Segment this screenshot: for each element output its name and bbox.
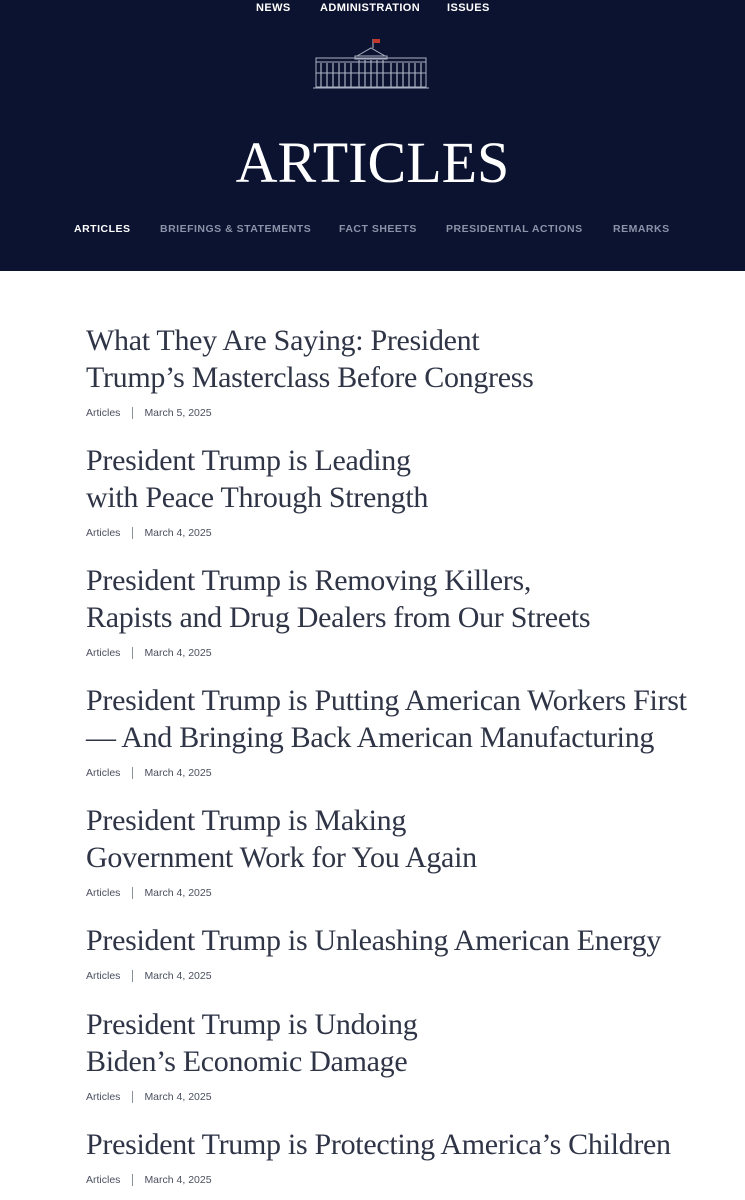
article-title-link[interactable] xyxy=(86,322,706,396)
article-date: March 4, 2025 xyxy=(144,1091,212,1103)
tab-articles[interactable]: ARTICLES xyxy=(74,223,131,235)
meta-divider xyxy=(132,1091,133,1103)
article-title-line[interactable]: Rapists and Drug Dealers from Our Streets xyxy=(86,601,591,634)
article-date: March 4, 2025 xyxy=(144,527,212,539)
article-title-line[interactable]: President Trump is Making xyxy=(86,804,407,837)
article-title-line[interactable]: Government Work for You Again xyxy=(86,841,477,874)
article-meta xyxy=(86,526,706,540)
tab-fact-sheets[interactable]: FACT SHEETS xyxy=(339,223,417,235)
tab-presidential-actions[interactable]: PRESIDENTIAL ACTIONS xyxy=(446,223,583,235)
article-title-link[interactable] xyxy=(86,1006,706,1080)
article-title-line[interactable]: President Trump is Protecting America’s Children xyxy=(86,1128,671,1161)
article-title-line[interactable]: President Trump is Leading xyxy=(86,444,411,477)
meta-divider xyxy=(132,647,133,659)
article-title-line[interactable]: — And Bringing Back American Manufacturing xyxy=(86,721,655,754)
article-item xyxy=(86,562,706,660)
meta-divider xyxy=(132,970,133,982)
article-title-line[interactable]: President Trump is Undoing xyxy=(86,1008,418,1041)
meta-divider xyxy=(132,887,133,899)
article-meta xyxy=(86,886,706,900)
article-title-line[interactable]: President Trump is Putting American Workers First xyxy=(86,684,687,717)
article-item xyxy=(86,922,706,983)
article-date: March 4, 2025 xyxy=(144,970,212,982)
article-meta xyxy=(86,406,706,420)
article-title-line[interactable]: with Peace Through Strength xyxy=(86,481,429,514)
article-title-link[interactable] xyxy=(86,562,706,636)
page-title: ARTICLES xyxy=(235,130,510,195)
meta-divider xyxy=(132,1174,133,1186)
article-meta xyxy=(86,1173,706,1187)
article-title-link[interactable] xyxy=(86,1126,706,1163)
article-meta xyxy=(86,1090,706,1104)
article-meta xyxy=(86,969,706,983)
nav-issues-link[interactable]: ISSUES xyxy=(447,2,490,14)
article-title-link[interactable] xyxy=(86,922,706,959)
article-date: March 5, 2025 xyxy=(144,407,212,419)
article-title-line[interactable]: What They Are Saying: President xyxy=(86,324,480,357)
tab-remarks[interactable]: REMARKS xyxy=(613,223,670,235)
article-category[interactable]: Articles xyxy=(86,527,121,539)
article-category[interactable]: Articles xyxy=(86,767,121,779)
site-header xyxy=(0,0,745,271)
article-category[interactable]: Articles xyxy=(86,970,121,982)
article-title-link[interactable] xyxy=(86,442,706,516)
article-item xyxy=(86,802,706,900)
article-category[interactable]: Articles xyxy=(86,1174,121,1186)
top-nav xyxy=(0,2,745,18)
section-tabs xyxy=(0,223,745,239)
article-category[interactable]: Articles xyxy=(86,1091,121,1103)
tab-briefings-statements[interactable]: BRIEFINGS & STATEMENTS xyxy=(160,223,312,235)
article-item xyxy=(86,322,706,420)
meta-divider xyxy=(132,407,133,419)
article-meta xyxy=(86,766,706,780)
article-item xyxy=(86,1006,706,1104)
article-category[interactable]: Articles xyxy=(86,647,121,659)
white-house-logo-icon[interactable] xyxy=(313,36,429,92)
meta-divider xyxy=(132,527,133,539)
article-category[interactable]: Articles xyxy=(86,407,121,419)
article-date: March 4, 2025 xyxy=(144,767,212,779)
article-item xyxy=(86,682,706,780)
article-title-line[interactable]: Trump’s Masterclass Before Congress xyxy=(86,361,534,394)
nav-news-link[interactable]: NEWS xyxy=(256,2,291,14)
article-item xyxy=(86,1126,706,1187)
article-title-link[interactable] xyxy=(86,802,706,876)
article-meta xyxy=(86,646,706,660)
article-title-link[interactable] xyxy=(86,682,706,756)
article-title-line[interactable]: President Trump is Unleashing American Energy xyxy=(86,924,662,957)
nav-administration-link[interactable]: ADMINISTRATION xyxy=(320,2,421,14)
article-category[interactable]: Articles xyxy=(86,887,121,899)
article-item xyxy=(86,442,706,540)
article-date: March 4, 2025 xyxy=(144,647,212,659)
article-date: March 4, 2025 xyxy=(144,1174,212,1186)
article-title-line[interactable]: President Trump is Removing Killers, xyxy=(86,564,532,597)
article-title-line[interactable]: Biden’s Economic Damage xyxy=(86,1045,408,1078)
article-date: March 4, 2025 xyxy=(144,887,212,899)
meta-divider xyxy=(132,767,133,779)
